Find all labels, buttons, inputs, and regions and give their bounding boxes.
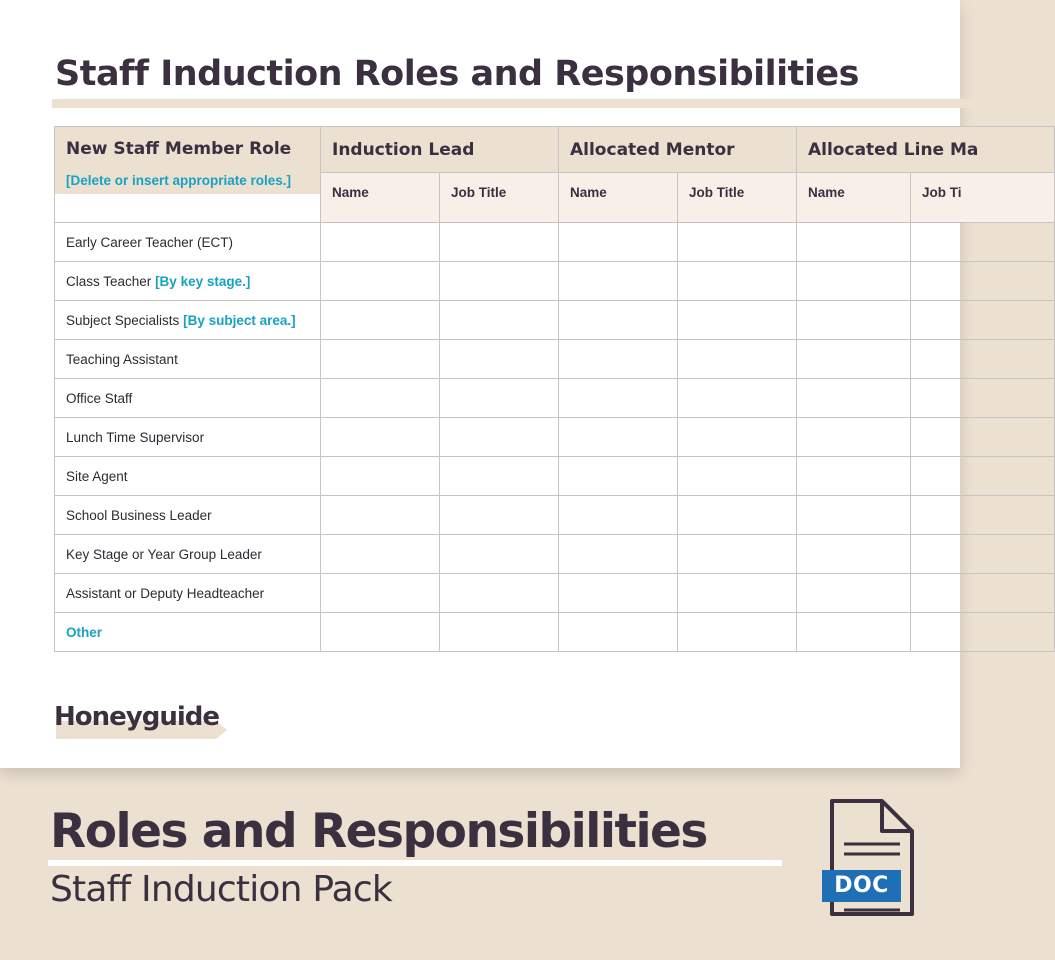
footer-title: Roles and Responsibilities (50, 804, 707, 859)
table-row (55, 496, 1055, 535)
roles-table (54, 126, 1055, 652)
honeyguide-logo (54, 702, 219, 742)
role-column-header (55, 127, 321, 223)
empty-entry-cell[interactable] (678, 418, 797, 457)
footer-divider (48, 860, 782, 866)
role-label: Assistant or Deputy Headteacher (66, 585, 265, 601)
empty-entry-cell[interactable] (321, 613, 440, 652)
table-row (55, 223, 1055, 262)
role-label: Teaching Assistant (66, 351, 178, 367)
table-row (55, 418, 1055, 457)
role-label: Class Teacher (66, 273, 152, 289)
role-label: Office Staff (66, 390, 133, 406)
empty-entry-cell[interactable] (440, 340, 559, 379)
empty-entry-cell[interactable] (321, 496, 440, 535)
empty-entry-cell[interactable] (797, 574, 911, 613)
empty-entry-cell[interactable] (911, 379, 1055, 418)
empty-entry-cell[interactable] (797, 301, 911, 340)
empty-entry-cell[interactable] (911, 496, 1055, 535)
role-label-cell (55, 457, 321, 496)
role-label-cell (55, 535, 321, 574)
role-label-cell (55, 418, 321, 457)
empty-entry-cell[interactable] (678, 535, 797, 574)
role-label: Key Stage or Year Group Leader (66, 546, 262, 562)
empty-entry-cell[interactable] (559, 496, 678, 535)
empty-entry-cell[interactable] (678, 262, 797, 301)
role-label-cell (55, 613, 321, 652)
role-label: Site Agent (66, 468, 128, 484)
role-label-cell (55, 379, 321, 418)
logo-wordmark: Honeyguide (54, 702, 219, 732)
empty-entry-cell[interactable] (440, 223, 559, 262)
role-label-cell (55, 262, 321, 301)
empty-entry-cell[interactable] (559, 535, 678, 574)
empty-entry-cell[interactable] (797, 223, 911, 262)
subheader-job-title: Job Ti (911, 173, 1055, 223)
empty-entry-cell[interactable] (911, 418, 1055, 457)
empty-entry-cell[interactable] (678, 301, 797, 340)
empty-entry-cell[interactable] (440, 613, 559, 652)
empty-entry-cell[interactable] (559, 574, 678, 613)
empty-entry-cell[interactable] (321, 340, 440, 379)
empty-entry-cell[interactable] (440, 379, 559, 418)
empty-entry-cell[interactable] (911, 340, 1055, 379)
table-row (55, 379, 1055, 418)
empty-entry-cell[interactable] (321, 223, 440, 262)
doc-format-badge: DOC (822, 870, 901, 902)
role-label: School Business Leader (66, 507, 212, 523)
empty-entry-cell[interactable] (911, 262, 1055, 301)
group-header-allocated-line-manager: Allocated Line Ma (797, 127, 1055, 173)
empty-entry-cell[interactable] (440, 496, 559, 535)
empty-entry-cell[interactable] (321, 535, 440, 574)
empty-entry-cell[interactable] (797, 418, 911, 457)
empty-entry-cell[interactable] (559, 262, 678, 301)
empty-entry-cell[interactable] (911, 535, 1055, 574)
empty-entry-cell[interactable] (440, 574, 559, 613)
role-label-cell (55, 223, 321, 262)
empty-entry-cell[interactable] (911, 223, 1055, 262)
empty-entry-cell[interactable] (440, 457, 559, 496)
table-row (55, 340, 1055, 379)
empty-entry-cell[interactable] (797, 535, 911, 574)
empty-entry-cell[interactable] (678, 379, 797, 418)
empty-entry-cell[interactable] (321, 457, 440, 496)
role-header-note: [Delete or insert appropriate roles.] (66, 173, 292, 188)
table-header-row (55, 127, 1055, 173)
empty-entry-cell[interactable] (797, 613, 911, 652)
empty-entry-cell[interactable] (911, 613, 1055, 652)
empty-entry-cell[interactable] (440, 418, 559, 457)
document-title: Staff Induction Roles and Responsibilities (55, 54, 859, 94)
empty-entry-cell[interactable] (559, 457, 678, 496)
empty-entry-cell[interactable] (559, 223, 678, 262)
empty-entry-cell[interactable] (911, 301, 1055, 340)
role-header-title: New Staff Member Role (66, 139, 292, 159)
role-label-cell (55, 301, 321, 340)
group-header-allocated-mentor: Allocated Mentor (559, 127, 797, 173)
empty-entry-cell[interactable] (440, 535, 559, 574)
role-label-cell (55, 496, 321, 535)
title-underline (52, 99, 972, 108)
footer-subtitle: Staff Induction Pack (50, 869, 392, 910)
group-header-induction-lead: Induction Lead (321, 127, 559, 173)
table-row (55, 613, 1055, 652)
role-note: [By subject area.] (183, 312, 296, 328)
empty-entry-cell[interactable] (797, 496, 911, 535)
table-row (55, 457, 1055, 496)
empty-entry-cell[interactable] (559, 340, 678, 379)
empty-entry-cell[interactable] (440, 262, 559, 301)
role-note: [By key stage.] (155, 273, 251, 289)
empty-entry-cell[interactable] (911, 457, 1055, 496)
subheader-name: Name (559, 173, 678, 223)
role-label: Other (66, 624, 103, 640)
empty-entry-cell[interactable] (559, 613, 678, 652)
role-label-cell (55, 340, 321, 379)
empty-entry-cell[interactable] (797, 262, 911, 301)
empty-entry-cell[interactable] (678, 496, 797, 535)
subheader-name: Name (797, 173, 911, 223)
role-label: Subject Specialists (66, 312, 180, 328)
empty-entry-cell[interactable] (797, 340, 911, 379)
empty-entry-cell[interactable] (678, 457, 797, 496)
empty-entry-cell[interactable] (678, 574, 797, 613)
subheader-job-title: Job Title (440, 173, 559, 223)
empty-entry-cell[interactable] (321, 379, 440, 418)
empty-entry-cell[interactable] (911, 574, 1055, 613)
empty-entry-cell[interactable] (559, 379, 678, 418)
subheader-job-title: Job Title (678, 173, 797, 223)
empty-entry-cell[interactable] (440, 301, 559, 340)
empty-entry-cell[interactable] (678, 223, 797, 262)
doc-file-icon (818, 798, 918, 920)
subheader-name: Name (321, 173, 440, 223)
empty-entry-cell[interactable] (321, 262, 440, 301)
role-label: Lunch Time Supervisor (66, 429, 205, 445)
empty-entry-cell[interactable] (559, 301, 678, 340)
table-row (55, 535, 1055, 574)
empty-entry-cell[interactable] (797, 379, 911, 418)
empty-entry-cell[interactable] (678, 613, 797, 652)
role-label: Early Career Teacher (ECT) (66, 234, 234, 250)
table-row (55, 301, 1055, 340)
empty-entry-cell[interactable] (321, 574, 440, 613)
role-label-cell (55, 574, 321, 613)
empty-entry-cell[interactable] (678, 340, 797, 379)
empty-entry-cell[interactable] (559, 418, 678, 457)
empty-entry-cell[interactable] (321, 301, 440, 340)
empty-entry-cell[interactable] (321, 418, 440, 457)
table-row (55, 574, 1055, 613)
empty-entry-cell[interactable] (797, 457, 911, 496)
table-row (55, 262, 1055, 301)
